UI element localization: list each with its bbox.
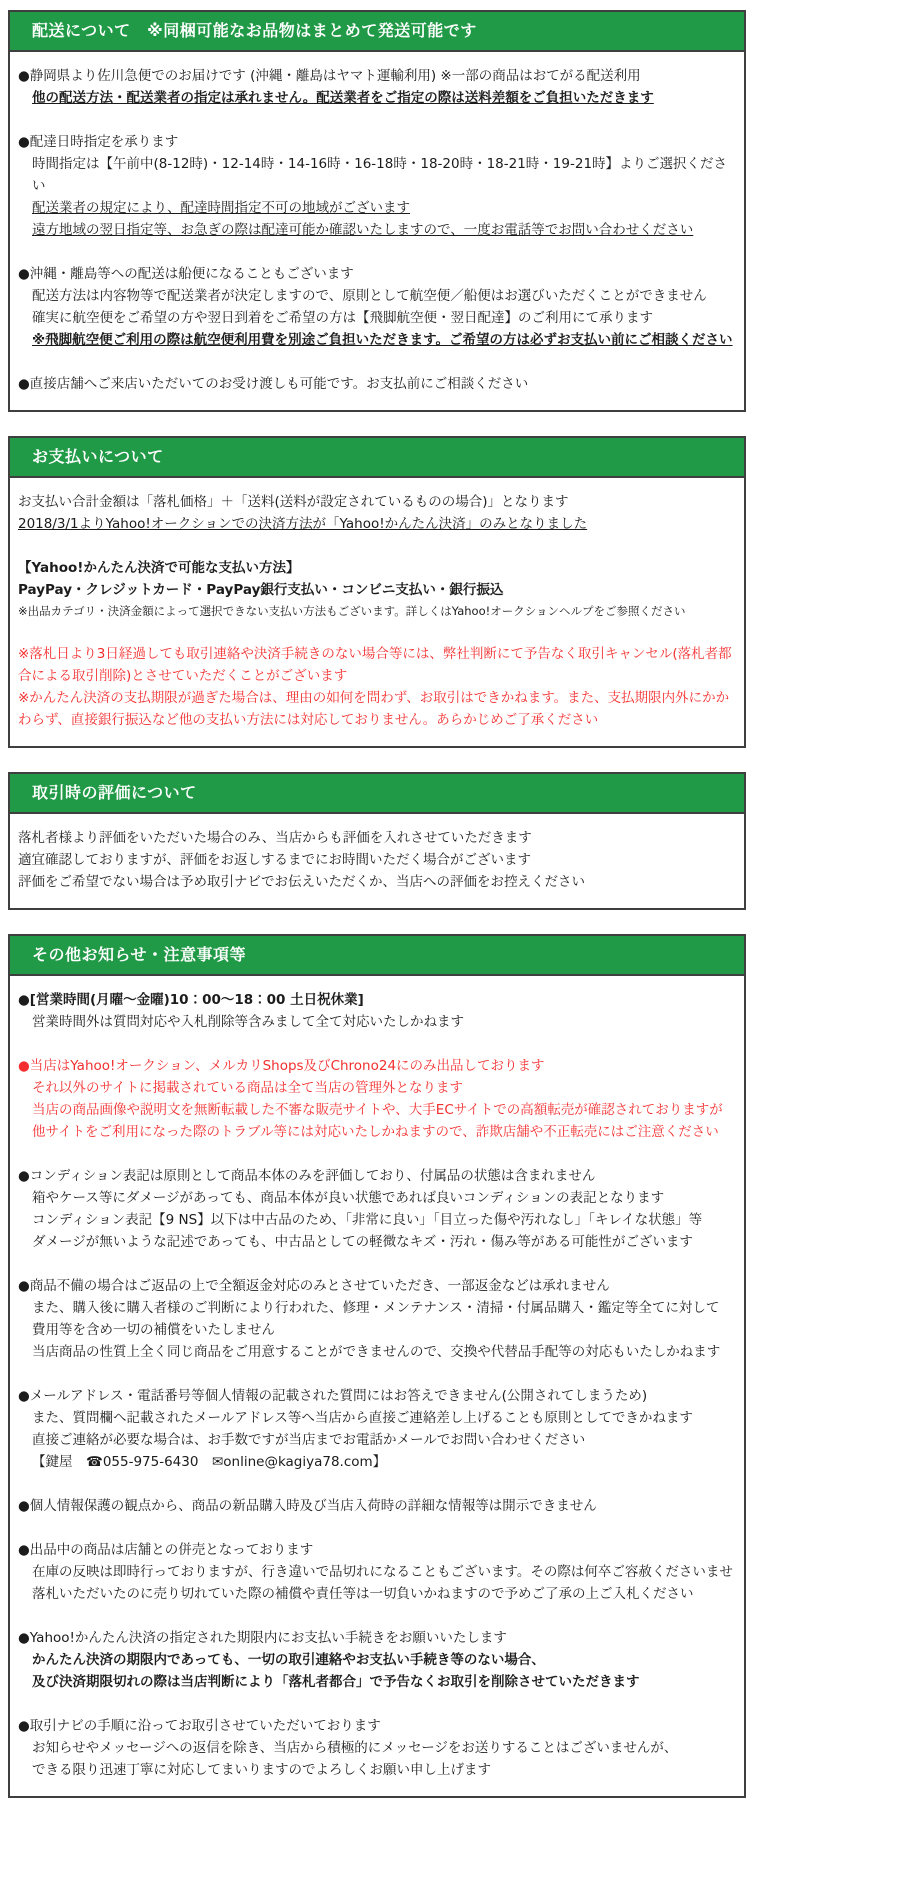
section-other-notices-body (8, 976, 746, 1798)
section-payment (8, 436, 746, 748)
text-line: 当店の商品画像や説明文を無断転載した不審な販売サイトや、大手ECサイトでの高額転売が確認されておりますが (32, 1102, 723, 1118)
text-line: ●当店はYahoo!オークション、メルカリShops及びChrono24にのみ出品しております (18, 1058, 545, 1074)
text-line: PayPay・クレジットカード・PayPay銀行支払い・コンビニ支払い・銀行振込 (18, 582, 504, 598)
text-line: ※落札日より3日経過しても取引連絡や決済手続きのない場合等には、弊社判断にて予告なく取引キャンセル(落札者都合による取引削除)とさせていただくことがございます (18, 646, 732, 684)
text-line: ●静岡県より佐川急便でのお届けです (沖縄・離島はヤマト運輸利用) ※一部の商品はおてがる配送利用 (18, 68, 641, 84)
text-line: 費用等を含め一切の補償をいたしません (32, 1322, 275, 1338)
section-shipping-header: 配送について ※同梱可能なお品物はまとめて発送可能です (8, 10, 746, 52)
text-line: コンディション表記【9 NS】以下は中古品のため、「非常に良い」「目立った傷や汚れなし」「キレイな状態」等 (32, 1212, 703, 1228)
paragraph (18, 373, 738, 395)
text-line: 他サイトをご利用になった際のトラブル等には対応いたしかねますので、詐欺店舗や不正転売にはご注意ください (32, 1124, 719, 1140)
section-other-notices-header: その他お知らせ・注意事項等 (8, 934, 746, 976)
text-line: ●個人情報保護の観点から、商品の新品購入時及び当店入荷時の詳細な情報等は開示できません (18, 1498, 597, 1514)
paragraph (18, 989, 738, 1033)
text-line: 配送業者の規定により、配達時間指定不可の地域がございます (32, 200, 410, 216)
text-line: ●沖縄・離島等への配送は船便になることもございます (18, 266, 354, 282)
text-line: 他の配送方法・配送業者の指定は承れません。配送業者をご指定の際は送料差額をご負担いただきます (32, 90, 654, 106)
text-line: ●取引ナビの手順に沿ってお取引させていただいております (18, 1718, 381, 1734)
paragraph (18, 1385, 738, 1473)
paragraph (18, 263, 738, 351)
text-line: 時間指定は【午前中(8-12時)・12-14時・14-16時・16-18時・18-20時・18-21時・19-21時】よりご選択ください (32, 156, 728, 194)
text-line: ※飛脚航空便ご利用の際は航空便利用費を別途ご負担いただきます。ご希望の方は必ずお支払い前にご相談ください (32, 332, 733, 348)
text-line: 当店商品の性質上全く同じ商品をご用意することができませんので、交換や代替品手配等の対応もいたしかねます (32, 1344, 721, 1360)
paragraph (18, 643, 738, 731)
paragraph (18, 557, 738, 621)
text-line: 直接ご連絡が必要な場合は、お手数ですが当店までお電話かメールでお問い合わせください (32, 1432, 586, 1448)
text-line: 評価をご希望でない場合は予め取引ナビでお伝えいただくか、当店への評価をお控えください (18, 874, 585, 890)
text-line: 営業時間外は質問対応や入札削除等含みまして全て対応いたしかねます (32, 1014, 464, 1030)
paragraph (18, 1539, 738, 1605)
text-line: ●直接店舗へご来店いただいてのお受け渡しも可能です。お支払前にご相談ください (18, 376, 529, 392)
text-line: 配送方法は内容物等で配送業者が決定しますので、原則として航空便／船便はお選びいただくことができません (32, 288, 707, 304)
text-line: ●出品中の商品は店舗との併売となっております (18, 1542, 314, 1558)
paragraph (18, 1165, 738, 1253)
text-line: 【鍵屋 ☎055-975-6430 ✉online@kagiya78.com】 (32, 1454, 387, 1470)
text-line: ●商品不備の場合はご返品の上で全額返金対応のみとさせていただき、一部返金などは承れません (18, 1278, 610, 1294)
section-rating (8, 772, 746, 910)
paragraph (18, 1715, 738, 1781)
paragraph (18, 1627, 738, 1693)
text-line: また、購入後に購入者様のご判断により行われた、修理・メンテナンス・清掃・付属品購入・鑑定等全てに対して (32, 1300, 720, 1316)
section-shipping (8, 10, 746, 412)
text-line: お支払い合計金額は「落札価格」＋「送料(送料が設定されているものの場合)」となります (18, 494, 569, 510)
paragraph (18, 131, 738, 241)
section-rating-header: 取引時の評価について (8, 772, 746, 814)
text-line: 及び決済期限切れの際は当店判断により「落札者都合」で予告なくお取引を削除させていただきます (32, 1674, 640, 1690)
text-line: ダメージが無いような記述であっても、中古品としての軽微なキズ・汚れ・傷み等がある可能性がございます (32, 1234, 693, 1250)
text-line: 落札いただいたのに売り切れていた際の補償や責任等は一切負いかねますので予めご了承の上ご入札ください (32, 1586, 694, 1602)
section-rating-body (8, 814, 746, 910)
text-line: お知らせやメッセージへの返信を除き、当店から積極的にメッセージをお送りすることはございませんが、 (32, 1740, 678, 1756)
paragraph (18, 65, 738, 109)
text-line: できる限り迅速丁寧に対応してまいりますのでよろしくお願い申し上げます (32, 1762, 491, 1778)
section-payment-body (8, 478, 746, 748)
text-line: また、質問欄へ記載されたメールアドレス等へ当店から直接ご連絡差し上げることも原則としてできかねます (32, 1410, 693, 1426)
text-line: 箱やケース等にダメージがあっても、商品本体が良い状態であれば良いコンディションの表記となります (32, 1190, 665, 1206)
text-line: ※かんたん決済の支払期限が過ぎた場合は、理由の如何を問わず、お取引はできかねます。また、支払期限内外にかかわらず、直接銀行振込など他の支払い方法には対応しておりません。あらかじめご了承ください (18, 690, 730, 728)
text-line: 遠方地域の翌日指定等、お急ぎの際は配達可能か確認いたしますので、一度お電話等でお問い合わせください (32, 222, 694, 238)
text-line: ●メールアドレス・電話番号等個人情報の記載された質問にはお答えできません(公開されてしまうため) (18, 1388, 648, 1404)
paragraph (18, 1275, 738, 1363)
section-payment-header: お支払いについて (8, 436, 746, 478)
text-line: 在庫の反映は即時行っておりますが、行き違いで品切れになることもございます。その際は何卒ご容赦くださいませ (32, 1564, 733, 1580)
text-line: 適宜確認しておりますが、評価をお返しするまでにお時間いただく場合がございます (18, 852, 531, 868)
text-line: 2018/3/1よりYahoo!オークションでの決済方法が「Yahoo!かんたん決済」のみとなりました (18, 516, 588, 532)
text-line: ●配達日時指定を承ります (18, 134, 179, 150)
paragraph (18, 827, 738, 893)
paragraph (18, 1495, 738, 1517)
paragraph (18, 1055, 738, 1143)
section-other-notices (8, 934, 746, 1798)
text-line: かんたん決済の期限内であっても、一切の取引連絡やお支払い手続き等のない場合、 (32, 1652, 545, 1668)
text-line: 落札者様より評価をいただいた場合のみ、当店からも評価を入れさせていただきます (18, 830, 532, 846)
text-line: ●[営業時間(月曜～金曜)10：00～18：00 土日祝休業] (18, 992, 364, 1008)
paragraph (18, 491, 738, 535)
text-line: 確実に航空便をご希望の方や翌日到着をご希望の方は【飛脚航空便・翌日配達】のご利用にて承ります (32, 310, 653, 326)
page (8, 10, 900, 1798)
section-shipping-body (8, 52, 746, 412)
text-line: ●コンディション表記は原則として商品本体のみを評価しており、付属品の状態は含まれません (18, 1168, 596, 1184)
text-line: それ以外のサイトに掲載されている商品は全て当店の管理外となります (32, 1080, 464, 1096)
text-line: ●Yahoo!かんたん決済の指定された期限内にお支払い手続きをお願いいたします (18, 1630, 507, 1646)
text-line: ※出品カテゴリ・決済金額によって選択できない支払い方法もございます。詳しくはYahoo!オークションヘルプをご参照ください (18, 604, 686, 618)
text-line: 【Yahoo!かんたん決済で可能な支払い方法】 (18, 560, 300, 576)
